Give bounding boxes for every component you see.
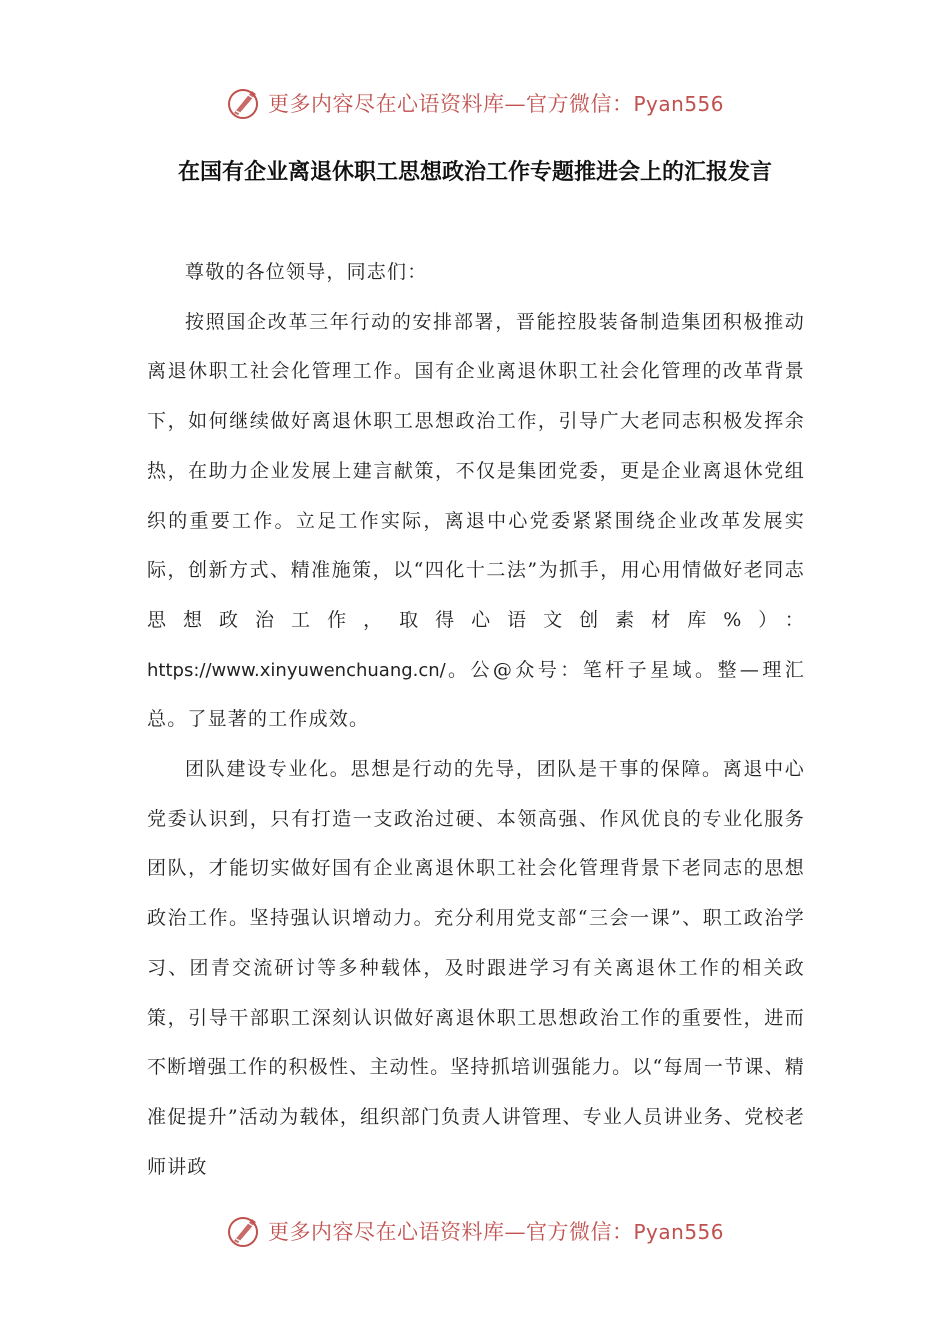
paragraph-1: 按照国企改革三年行动的安排部署，晋能控股装备制造集团积极推动离退休职工社会化管理工作。国有企业离退休职工社会化管理的改革背景下，如何继续做好离退休职工思想政治工作，引导广大老同志积极发挥余热，在助力企业发展上建言献策，不仅是集团党委，更是企业离退休党组织的重要工作。立足工作实际，离退中心党委紧紧围绕企业改革发展实际，创新方式、精准施策，以“四化十二法”为抓手，用心用情做好老同志思想政治工作，取得心语文创素材库%）：https://www.xinyuwenchuang.cn/。公@众号：笔杆子星域。整—理汇总。了显著的工作成效。 <box>147 310 805 731</box>
paragraph-2: 团队建设专业化。思想是行动的先导，团队是干事的保障。离退中心党委认识到，只有打造一支政治过硬、本领高强、作风优良的专业化服务团队，才能切实做好国有企业离退休职工社会化管理背景下老同志的思想政治工作。坚持强认识增动力。充分利用党支部“三会一课”、职工政治学习、团青交流研讨等多种载体，及时跟进学习有关离退休工作的相关政策，引导干部职工深刻认识做好离退休职工思想政治工作的重要性，进而不断增强工作的积极性、主动性。坚持抓培训强能力。以“每周一节课、精准促提升”活动为载体，组织部门负责人讲管理、专业人员讲业务、党校老师讲政 <box>147 758 805 1178</box>
quill-logo-icon <box>226 85 262 121</box>
watermark-text: 更多内容尽在心语资料库—官方微信：Pyan556 <box>267 92 724 116</box>
document-title: 在国有企业离退休职工思想政治工作专题推进会上的汇报发言 <box>177 160 772 185</box>
wechat-handle: Pyan556 <box>633 1220 724 1244</box>
salutation: 尊敬的各位领导，同志们： <box>185 261 428 283</box>
wechat-handle: Pyan556 <box>633 92 724 116</box>
footer-watermark-banner <box>0 1209 950 1253</box>
header-watermark-banner <box>0 81 950 125</box>
document-body <box>147 248 805 1192</box>
source-url: https://www.xinyuwenchuang.cn/ <box>147 659 446 681</box>
watermark-text: 更多内容尽在心语资料库—官方微信：Pyan556 <box>267 1220 724 1244</box>
quill-logo-icon <box>226 1213 262 1249</box>
